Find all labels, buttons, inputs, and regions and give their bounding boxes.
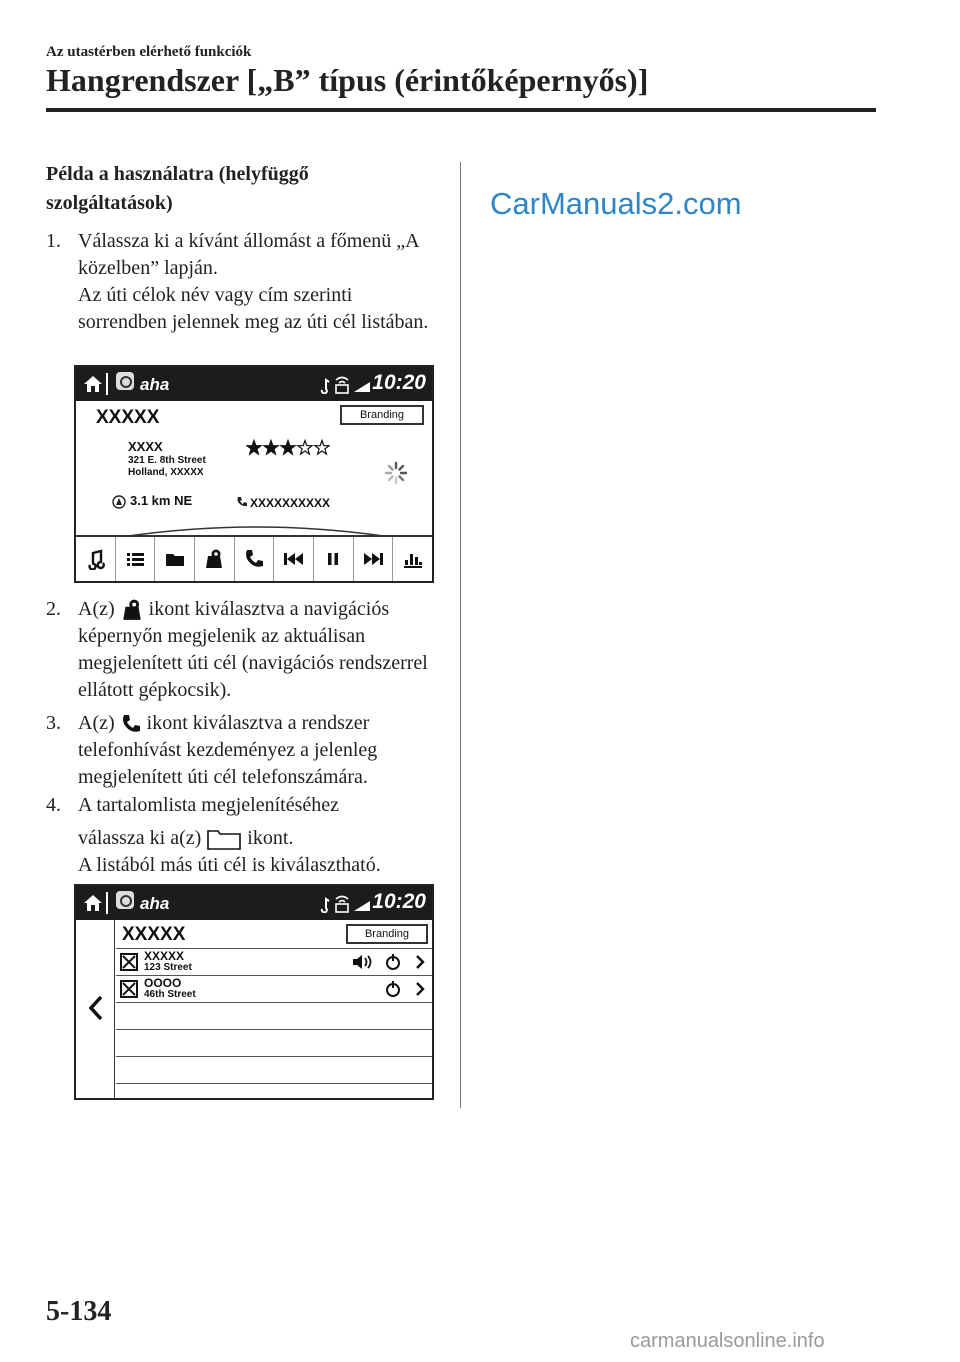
list-item-empty <box>116 1003 432 1030</box>
folder-icon <box>206 827 242 851</box>
refresh-icon[interactable] <box>384 953 402 971</box>
device-icon <box>336 904 348 912</box>
chevron-right-icon[interactable] <box>414 954 426 970</box>
section-heading: Példa a használatra (helyfüggő szolgáltatások) <box>46 163 309 214</box>
music-button[interactable] <box>76 537 116 581</box>
previous-track-button[interactable] <box>274 537 314 581</box>
poi-name: XXXX <box>128 439 163 454</box>
title-rule <box>46 108 876 112</box>
watermark-top: CarManuals2.com <box>490 186 742 221</box>
star-filled-icon <box>281 441 295 455</box>
step-text: Az úti célok név vagy cím szerinti sorrendben jelennek meg az úti cél listában. <box>78 284 429 333</box>
compass-icon <box>112 495 126 509</box>
step-text: válassza ki a(z) <box>78 827 202 849</box>
step-text: Válassza ki a kívánt állomást a főmenü „A közelben” lapján. <box>78 230 419 279</box>
step-1 <box>46 228 446 336</box>
equalizer-button[interactable] <box>393 537 432 581</box>
speaker-icon <box>352 954 372 970</box>
status-icons <box>318 893 374 913</box>
loading-spinner-icon <box>384 461 408 485</box>
step-text: A listából más úti cél is kiválasztható. <box>78 854 381 876</box>
breadcrumb: Az utastérben elérhető funkciók <box>46 44 252 60</box>
status-bar <box>76 367 432 401</box>
star-filled-icon <box>264 441 278 455</box>
aha-screen-detail <box>74 365 434 583</box>
back-chevron-icon[interactable] <box>86 994 106 1022</box>
status-bar <box>76 886 432 920</box>
step-number: 2. <box>46 598 61 620</box>
column-divider <box>460 162 461 1108</box>
aha-app-icon <box>116 372 134 390</box>
list-item-empty <box>116 1030 432 1057</box>
list-item-name: XXXXX <box>144 949 185 963</box>
poi-thumbnail-icon <box>120 980 138 998</box>
poi-thumbnail-icon <box>120 953 138 971</box>
step-text: A(z) <box>78 712 115 734</box>
pause-button[interactable] <box>314 537 354 581</box>
aha-screen-list <box>74 884 434 1100</box>
step-2 <box>46 596 446 704</box>
wifi-icon <box>336 897 348 903</box>
status-separator <box>106 892 108 914</box>
list-icon <box>124 548 146 570</box>
music-note-icon <box>322 380 329 393</box>
list-item[interactable] <box>116 949 432 976</box>
distance: 3.1 km NE <box>130 493 193 508</box>
folder-button[interactable] <box>155 537 195 581</box>
poi-city: Holland, XXXXX <box>128 467 204 478</box>
station-name: XXXXX <box>96 407 160 428</box>
phone-icon <box>236 496 248 508</box>
poi-street: 321 E. 8th Street <box>128 455 206 466</box>
back-column-divider <box>114 920 115 1098</box>
refresh-icon[interactable] <box>384 980 402 998</box>
phone-icon <box>243 548 265 570</box>
toolbar <box>76 535 432 581</box>
step-3 <box>46 710 446 791</box>
step-text: A tartalomlista megjelenítéséhez <box>78 794 340 816</box>
step-number: 4. <box>46 794 61 816</box>
aha-app-icon <box>116 891 134 909</box>
page-number: 5-134 <box>46 1296 112 1327</box>
next-track-icon <box>361 548 385 570</box>
list-item-empty <box>116 1057 432 1084</box>
signal-icon <box>354 901 370 911</box>
home-icon[interactable] <box>82 373 104 395</box>
list-item-street: 123 Street <box>144 962 192 973</box>
wifi-icon <box>336 378 348 384</box>
star-filled-icon <box>247 441 261 455</box>
app-name: aha <box>140 375 170 394</box>
status-separator <box>106 373 108 395</box>
map-pin-button[interactable] <box>195 537 235 581</box>
step-number: 3. <box>46 712 61 734</box>
step-text: A(z) <box>78 598 115 620</box>
step-text: ikont kiválasztva a navigációs képernyőn megjelenik az aktuálisan megjelenített úti cél (navigációs rendszerrel ellátott gépkocsik). <box>78 598 428 701</box>
map-pin-icon <box>203 548 225 570</box>
phone-button[interactable] <box>235 537 275 581</box>
list-item-street: 46th Street <box>144 989 196 1000</box>
equalizer-icon <box>402 548 424 570</box>
phone-icon <box>120 713 142 735</box>
page-title: Hangrendszer [„B” típus (érintőképernyős)] <box>46 62 649 98</box>
step-text: ikont. <box>247 827 294 849</box>
star-empty-icon <box>315 441 329 455</box>
branding-box: Branding <box>346 924 428 944</box>
station-name: XXXXX <box>122 924 186 945</box>
map-pin-icon <box>120 598 144 622</box>
home-icon[interactable] <box>82 892 104 914</box>
next-track-button[interactable] <box>354 537 394 581</box>
music-note-icon <box>322 899 329 912</box>
device-icon <box>336 385 348 393</box>
clock: 10:20 <box>372 890 426 913</box>
list-item-name: OOOO <box>144 976 182 990</box>
step-text: ikont kiválasztva a rendszer telefonhívást kezdeményez a jelenleg megjelenített úti cél telefonszámára. <box>78 712 378 788</box>
signal-icon <box>354 382 370 392</box>
step-number: 1. <box>46 230 61 252</box>
list-button[interactable] <box>116 537 156 581</box>
branding-box: Branding <box>340 405 424 425</box>
previous-track-icon <box>282 548 306 570</box>
star-empty-icon <box>298 441 312 455</box>
status-icons <box>318 374 374 394</box>
music-note-icon <box>84 548 106 570</box>
list-item[interactable] <box>116 976 432 1003</box>
watermark-bottom: carmanualsonline.info <box>630 1330 825 1352</box>
folder-icon <box>164 548 186 570</box>
clock: 10:20 <box>372 371 426 394</box>
rating-stars <box>246 439 330 457</box>
phone-number: XXXXXXXXXX <box>250 496 331 510</box>
chevron-right-icon[interactable] <box>414 981 426 997</box>
pause-icon <box>322 548 344 570</box>
app-name: aha <box>140 894 170 913</box>
step-4 <box>46 792 446 879</box>
